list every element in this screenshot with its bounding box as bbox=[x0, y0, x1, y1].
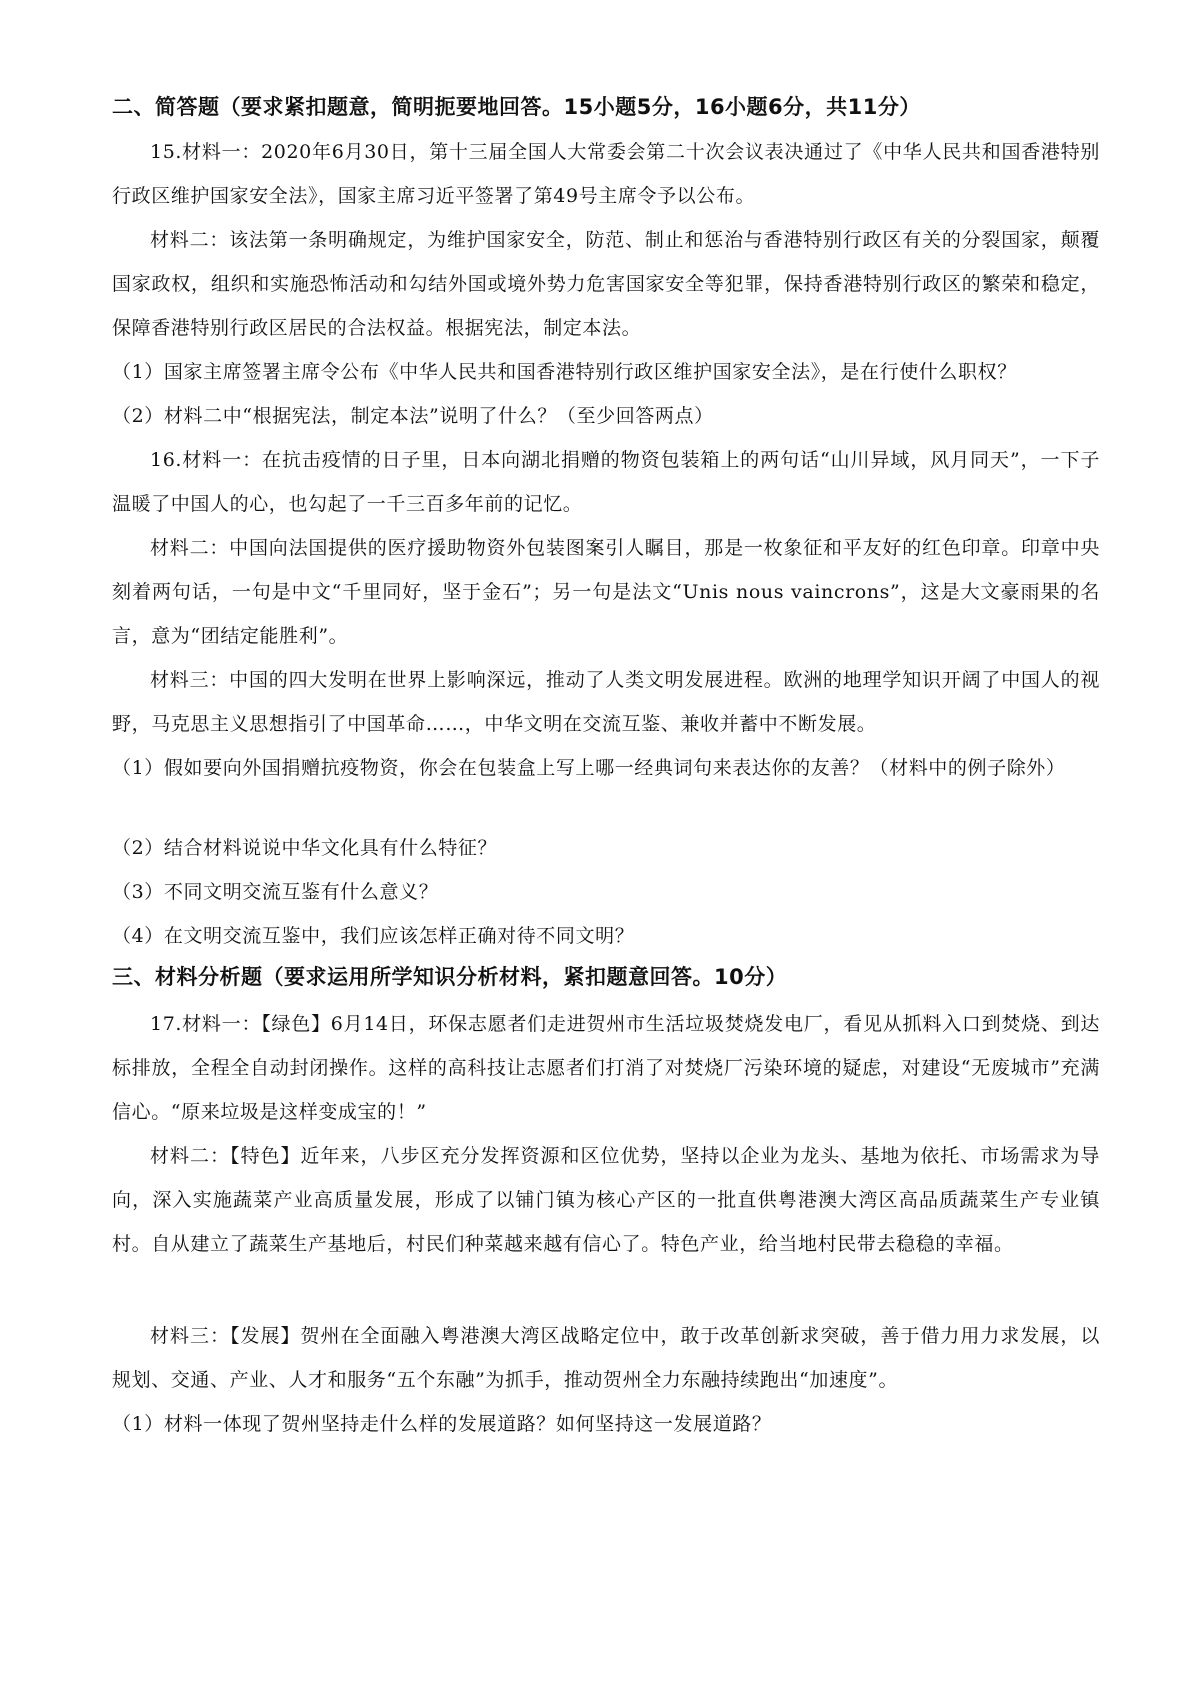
q15-sub-question-2: （2）材料二中“根据宪法，制定本法”说明了什么？（至少回答两点） bbox=[112, 405, 714, 427]
q16-material-1: 16.材料一：在抗击疫情的日子里，日本向湖北捐赠的物资包装箱上的两句话“山川异域，风月同天”，一下子温暖了中国人的心，也勾起了一千三百多年前的记忆。 bbox=[112, 449, 1100, 515]
q16-sub-question-4: （4）在文明交流互鉴中，我们应该怎样正确对待不同文明？ bbox=[112, 925, 635, 947]
q16-material-2: 材料二：中国向法国提供的医疗援助物资外包装图案引人瞩目，那是一枚象征和平友好的红色印章。印章中央刻着两句话，一句是中文“千里同好，坚于金石”；另一句是法文“Unis nous vaincrons”，这是大文豪雨果的名言，意为“团结定能胜利”。 bbox=[112, 537, 1100, 647]
q17-material-1: 17.材料一：【绿色】6月14日，环保志愿者们走进贺州市生活垃圾焚烧发电厂，看见从抓料入口到焚烧、到达标排放，全程全自动封闭操作。这样的高科技让志愿者们打消了对焚烧厂污染环境的疑虑，对建设“无废城市”充满信心。“原来垃圾是这样变成宝的！” bbox=[112, 1013, 1100, 1123]
q16-sub-question-3: （3）不同文明交流互鉴有什么意义？ bbox=[112, 881, 439, 903]
q15-material-2: 材料二：该法第一条明确规定，为维护国家安全，防范、制止和惩治与香港特别行政区有关的分裂国家，颠覆国家政权，组织和实施恐怖活动和勾结外国或境外势力危害国家安全等犯罪，保持香港特别行政区的繁荣和稳定，保障香港特别行政区居民的合法权益。根据宪法，制定本法。 bbox=[112, 229, 1100, 339]
q16-sub-question-2: （2）结合材料说说中华文化具有什么特征？ bbox=[112, 837, 498, 859]
q17-material-2: 材料二：【特色】近年来，八步区充分发挥资源和区位优势，坚持以企业为龙头、基地为依托、市场需求为导向，深入实施蔬菜产业高质量发展，形成了以铺门镇为核心产区的一批直供粤港澳大湾区高品质蔬菜生产专业镇村。自从建立了蔬菜生产基地后，村民们种菜越来越有信心了。特色产业，给当地村民带去稳稳的幸福。 bbox=[112, 1145, 1100, 1255]
q15-sub-question-1: （1）国家主席签署主席令公布《中华人民共和国香港特别行政区维护国家安全法》，是在行使什么职权？ bbox=[112, 361, 1017, 383]
section-2-heading: 二、简答题（要求紧扣题意，简明扼要地回答。15小题5分，16小题6分，共11分） bbox=[112, 95, 921, 119]
q16-material-3: 材料三：中国的四大发明在世界上影响深远，推动了人类文明发展进程。欧洲的地理学知识开阔了中国人的视野，马克思主义思想指引了中国革命……，中华文明在交流互鉴、兼收并蓄中不断发展。 bbox=[112, 669, 1100, 735]
q17-sub-question-1: （1）材料一体现了贺州坚持走什么样的发展道路？如何坚持这一发展道路？ bbox=[112, 1413, 772, 1435]
q15-material-1: 15.材料一：2020年6月30日，第十三届全国人大常委会第二十次会议表决通过了《中华人民共和国香港特别行政区维护国家安全法》，国家主席习近平签署了第49号主席令予以公布。 bbox=[112, 141, 1100, 207]
q16-sub-question-1: （1）假如要向外国捐赠抗疫物资，你会在包装盒上写上哪一经典词句来表达你的友善？（材料中的例子除外） bbox=[112, 757, 1066, 779]
section-3-heading: 三、材料分析题（要求运用所学知识分析材料，紧扣题意回答。10分） bbox=[112, 965, 788, 989]
q17-material-3: 材料三：【发展】贺州在全面融入粤港澳大湾区战略定位中，敢于改革创新求突破，善于借力用力求发展，以规划、交通、产业、人才和服务“五个东融”为抓手，推动贺州全力东融持续跑出“加速度”。 bbox=[112, 1325, 1100, 1391]
